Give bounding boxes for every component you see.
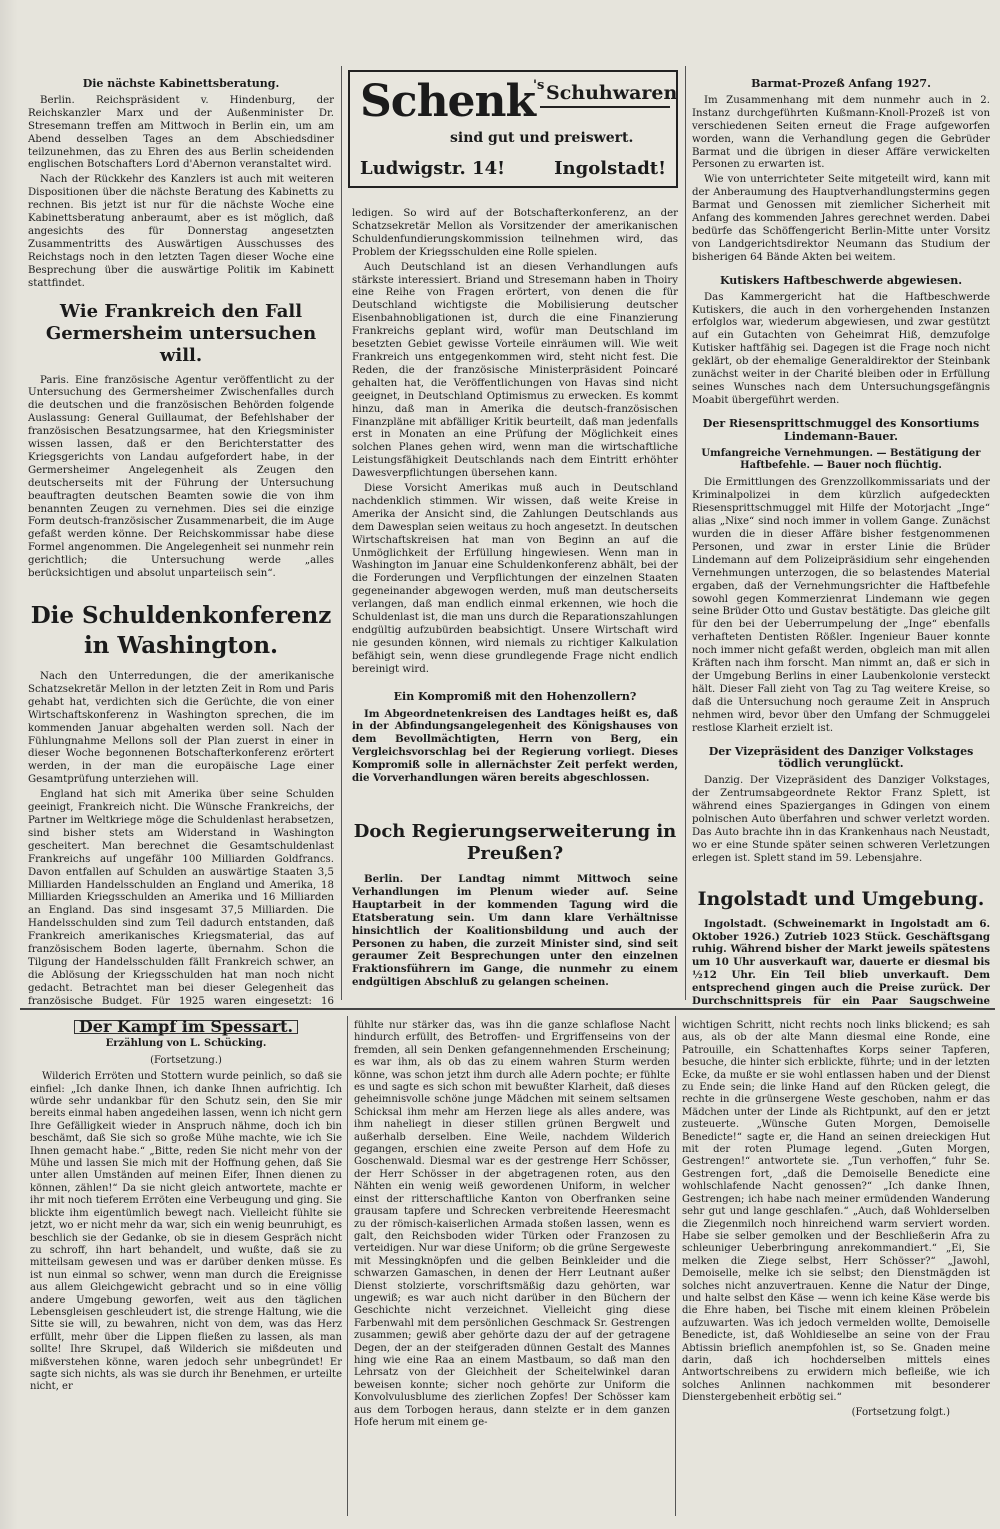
article-text: Paris. Eine französische Agentur veröffentlicht zu der Untersuchung des Germersheimer Zwischenfalles durch die deutschen und die französischen Behörden folgende Auslassung: General Guillaumat, der Befehlshaber der französischen Besatzungsarmee, hat den Kriegsminister wissen lassen, daß er den Berichterstatter des Kriegsgerichts von Landau aufgefordert habe, in der Germersheimer Angelegenheit als Zeugen den deutscherseits mit der Führung der Untersuchung beauftragten deutschen Beamten sowie die von ihm benannten Zeugen zu vernehmen. Dies sei die einzige Form deutsch-französischer Zusammenarbeit, die im Auge gefaßt werden könne. Der Reichskommissar habe diese Formel angenommen. Die Angelegenheit sei nunmehr rein gerichtlich; die Untersuchung werde „alles berücksichtigen und absolut unparteiisch sein“.	[28, 374, 334, 580]
headline-germersheim: Wie Frankreich den Fall Germersheim untersuchen will.	[45, 300, 317, 366]
ad-brand: Schenk	[360, 76, 536, 127]
serial-text: fühlte nur stärker das, was ihn die ganze schlaflose Nacht hindurch erfüllt, des Betroffen- und Ergriffenseins von der fremden, all sein Denken gefangennehmenden Erscheinung; es war ihm, als ob das zu einem wahren Sturm werden könne, was schon jetzt ihm durch alle Adern pochte; er fühlte es und sagte es sich schon mit bewußter Klarheit, daß dieses geheimnisvolle schöne junge Mädchen mit seinem seltsamen Schicksal ihm mehr am Herzen liege als alles andere, was ihm naheliegt in dieser stillen grünen Bergwelt und außerhalb derselben. Eine Weile, nachdem Wilderich gegangen, erschien eine zweite Person auf dem Hofe zu Goschenwald. Diesmal war es der gestrenge Herr Schösser, der Herr Schösser in der abgetragenen roten, aus den Nähten ein wenig weiß gewordenen Uniform, in welcher einst der ritterschaftliche Kanton von Oberfranken seine grausam tapfere und Schrecken verbreitende Heeresmacht zu der römisch-kaiserlichen Armada stoßen lassen, wenn es galt, den Reichsboden wider Türken oder Franzosen zu verteidigen. Nur war diese Uniform; ob die grüne Sergeweste mit Messingknöpfen und die gelben Beinkleider und die schwarzen Gamaschen, in denen der Herr Leutnant außer Dienst stolzierte, vorschriftsmäßig dazu gehörten, war ungewiß; es war auch nicht darüber in den Büchern der Geschichte nicht verzeichnet. Vielleicht ging diese Farbenwahl mit dem persönlichen Geschmack Sr. Gestrengen zusammen; gewiß aber gehörte dazu der auf der getragene Degen, der an der steifgeraden dünnen Gestalt des Mannes hing wie eine Raa an einem Mastbaum, so daß man den Lehrsatz von der Gleichheit der Scheitelwinkel daran beweisen konnte; sicher noch gehörte zur Uniform die Konvolvulusblume des zierlichen Zopfes! Der Schösser kam aus dem Torbogen heraus, dann stelzte er in dem ganzen Hofe herum mit einem ge-	[354, 1020, 670, 1428]
article-text: Danzig. Der Vizepräsident des Danziger Volkstages, der Zentrumsabgeordnete Rektor Franz Splett, ist während eines Spazierganges in Gdingen von einem polnischen Auto überfahren und schwer verletzt worden. Das Auto brachte ihn in das Krankenhaus nach Neustadt, wo er eine Stunde später seinen schweren Verletzungen erlegen ist. Splett stand im 59. Lebensjahre.	[692, 775, 990, 864]
serial-column-3	[682, 1020, 990, 1520]
headline-cabinet: Die nächste Kabinettsberatung.	[82, 77, 280, 90]
article-text: Im Abgeordnetenkreisen des Landtages heißt es, daß in der Abfindungsangelegenheit des Königshauses von dem Bevollmächtigten, Herrn von Berg, ein Vergleichsvorschlag bei der Regierung vorliegt. Dieses Kompromiß solle in allernächster Zeit perfekt werden, die Vorverhandlungen wären bereits abgeschlossen.	[352, 707, 678, 785]
headline-barmat: Barmat-Prozeß Anfang 1927.	[751, 77, 931, 90]
headline-kutisker: Kutiskers Haftbeschwerde abgewiesen.	[719, 273, 963, 287]
column-middle	[352, 208, 678, 998]
ad-rule	[540, 106, 670, 108]
serial-to-be-continued: (Fortsetzung folgt.)	[851, 1406, 950, 1418]
headline-danzig: Der Vizepräsident des Danziger Volkstages tödlich verunglückt.	[708, 744, 974, 771]
serial-author: Erzählung von L. Schücking.	[105, 1038, 267, 1050]
serial-column-1	[30, 1020, 342, 1520]
ad-city: Ingolstadt!	[554, 158, 666, 179]
column-right	[692, 76, 990, 1006]
serial-continuation: (Fortsetzung.)	[150, 1054, 222, 1066]
ad-address: Ludwigstr. 14!	[360, 158, 506, 179]
headline-hohenzollern: Ein Kompromiß mit den Hohenzollern?	[393, 689, 637, 703]
headline-prussia: Doch Regierungserweiterung in Preußen?	[353, 820, 677, 864]
serial-text: Wilderich Erröten und Stottern wurde peinlich, so daß sie einfiel: „Ich danke Ihnen, ich danke Ihnen aufrichtig. Ich würde sehr undankbar für den Schutz sein, den Sie mir bereits einmal haben angedeihen lassen, wenn ich nicht gern Ihre Gefälligkeit wieder in Anspruch nähme, doch ich bin beschämt, daß Sie sich so große Mühe machte, wie ich Sie Ihnen gemacht habe.“ „Bitte, reden Sie nicht mehr von der Mühe und lassen Sie mich mit der Hoffnung gehen, daß Sie unter allen Umständen auf meinen Eifer, Ihnen dienen zu können, zählen!“ Da sie nicht gleich antwortete, machte er ihr mit noch tieferem Erröten eine Verbeugung und ging. Sie blickte ihm eigentümlich bewegt nach. Vielleicht fühlte sie jetzt, wo er nicht mehr da war, sich ein wenig beunruhigt, es beschlich sie der Gedanke, ob sie in diesem Gespräch nicht zu schroff, ihn hart behandelt, und wußte, daß sie zu mitteilsam gewesen und was er darüber denken müsse. Es ist nun einmal so schwer, wenn man durch die Ereignisse aus allem Gleichgewicht gebracht und so in eine völlig andere Umgebung geworfen, weit aus den täglichen Lebensgleisen geschleudert ist, die strenge Haltung, wie die Sitte sie will, zu bewahren, nicht von dem, was das Herz erfüllt, mehr über die Lippen fließen zu lassen, als man sollte! Ihre Skrupel, daß Wilderich sie mißdeuten und mißverstehen könne, waren jedoch sehr unbegründet! Er sagte sich nichts, als was sie durch ihr Benehmen, er urteilte nicht, er	[30, 1071, 342, 1393]
column-rule	[347, 1016, 348, 1516]
article-text: Im Zusammenhang mit dem nunmehr auch in 2. Instanz durchgeführten Kußmann-Knoll-Prozeß ist von verschiedenen Seiten erneut die Frage aufgeworfen worden, wann die Verhandlung gegen die Gebrüder Barmat und die übrigen in dieser Affäre verwickelten Personen zu erwarten ist.	[692, 94, 990, 171]
article-text: Die Ermittlungen des Grenzzollkommissariats und der Kriminalpolizei in dem kürzlich aufgedeckten Riesensprittschmuggel mit Hilfe der Motorjacht „Inge“ alias „Nixe“ sind noch immer in vollem Gange. Zunächst wurden die in dieser Affäre bisher festgenommenen Personen, und zwar in erster Linie die Brüder Lindemann auf dem Polizeipräsidium sehr eingehenden Vernehmungen unterzogen, die so belastendes Material ergaben, daß der Vernehmungsrichter die Haftbefehle sowohl gegen Kommerzienrat Lindemann wie gegen seine Brüder Otto und Gustav bestätigte. Das gleiche gilt für den bei der Ueberrumpelung der „Inge“ ebenfalls verhafteten Dentisten Rößler. Ingenieur Bauer konnte noch immer nicht gefaßt werden, obgleich man mit allen Kräften nach ihm forscht. Man nimmt an, daß er sich in der Umgebung Berlins in einer Laubenkolonie versteckt hält. Dieser Fall zieht von Tag zu Tag weitere Kreise, so daß die Untersuchung noch geraume Zeit in Anspruch nehmen wird, bevor über den Umfang der Schmuggelei restlose Klarheit erzielt ist.	[692, 477, 990, 734]
serial-title: Der Kampf im Spessart.	[74, 1020, 298, 1034]
shoe-advertisement	[348, 70, 678, 188]
headline-debt-conference: Die Schuldenkonferenz in Washington.	[30, 602, 332, 659]
ad-slogan: sind gut und preiswert.	[450, 130, 634, 146]
article-text: ledigen. So wird auf der Botschafterkonferenz, an der Schatzsekretär Mellon als Vorsitzender der amerikanischen Schuldenfundierungskommission teilnehmen wird, das Problem der Kriegsschulden eine Rolle spielen.	[352, 208, 678, 258]
article-text: Ingolstadt. (Schweinemarkt in Ingolstadt am 6. Oktober 1926.) Zutrieb 1023 Stück. Geschäftsgang ruhig. Während bisher der Markt jeweils spätestens um 10 Uhr ausverkauft war, dauerte er diesmal bis ½12 Uhr. Ein Teil blieb unverkauft. Dem entsprechend gingen auch die Preise zurück. Der Durchschnittspreis für ein Paar Saugschweine	[692, 917, 990, 1006]
article-text: Wie von unterrichteter Seite mitgeteilt wird, kann mit der Anberaumung des Hauptverhandlungstermins gegen Barmat und Genossen mit ziemlicher Sicherheit mit Anfang des kommenden Jahres gerechnet werden. Dabei bedürfe das Schöffengericht Berlin-Mitte unter Vorsitz von Landgerichtsdirektor Neumann das Studium der bisherigen 64 Bände Akten bei weitem.	[692, 174, 990, 263]
ad-product: Schuhwaren	[546, 82, 678, 104]
ad-possessive: 's	[533, 78, 545, 93]
article-text: Berlin. Der Landtag nimmt Mittwoch seine Verhandlungen im Plenum wieder auf. Seine Hauptarbeit in der kommenden Tagung wird die Etatsberatung sein. Um dann klare Verhältnisse hinsichtlich der Koalitionsbildung und auch der Personen zu haben, die zurzeit Minister sind, sind seit geraumer Zeit Besprechungen unter den einzelnen Fraktionsführern im Gange, die nunmehr zu einem endgültigen Abschluß zu gelangen scheinen.	[352, 872, 678, 989]
column-rule	[675, 1016, 676, 1516]
article-text: Berlin. Reichspräsident v. Hindenburg, der Reichskanzler Marx und der Außenminister Dr. Stresemann treffen am Mittwoch in Berlin ein, um am Abend desselben Tages an dem Abschiedsdiner teilzunehmen, das zu Ehren des aus Berlin scheidenden englischen Botschafters Lord d'Abernon veranstaltet wird.	[28, 94, 334, 171]
article-text: Auch Deutschland ist an diesen Verhandlungen aufs stärkste interessiert. Briand und Stresemann haben in Thoiry eine Reihe von Fragen erörtert, von denen die für Deutschland wichtigste die Mobilisierung deutscher Eisenbahnobligationen ist, durch die eine Finanzierung Frankreichs geplant wird, wofür man Deutschland im besetzten Gebiet gewisse Vorteile einräumen will. Wie weit Frankreich uns entgegenkommen wird, steht nicht fest. Die Reden, die der französische Ministerpräsident Poincaré gehalten hat, die Veröffentlichungen von Havas sind nicht geeignet, in Deutschland Optimismus zu erwecken. Es kommt hinzu, daß man in Amerika die deutsch-französischen Finanzpläne mit abfälliger Kritik beurteilt, daß man jedenfalls erst in Monaten an eine Prüfung der Möglichkeit eines solchen Planes gehen wird, wenn man die wirtschaftliche Leistungsfähigkeit Deutschlands nach dem Eintritt erhöhter Dawesverpflichtungen übersehen kann.	[352, 261, 678, 480]
column-rule	[685, 66, 686, 1000]
article-text: Diese Vorsicht Amerikas muß auch in Deutschland nachdenklich stimmen. Wir wissen, daß weite Kreise in Amerika der Ansicht sind, die Zahlungen Deutschlands aus dem Dawesplan seien weitaus zu hoch angesetzt. In deutschen Wirtschaftskreisen hat man von Beginn an auf die Unmöglichkeit der Erfüllung hingewiesen. Wenn man in Washington im Januar eine Schuldenkonferenz abhält, bei der die Forderungen und Verpflichtungen der einzelnen Staaten gegeneinander abgewogen werden, muß man deutscherseits verlangen, daß man endlich einmal erkennen, wie hoch die Schuldenlast ist, die man uns durch die Reparationszahlungen endgültig aufzubürden beabsichtigt. Unsere Wirtschaft wird nie gesunden können, wird niemals zu richtiger Kalkulation befähigt sein, wenn diese grundlegende Frage nicht endlich bereinigt wird.	[352, 483, 678, 675]
column-left	[28, 76, 334, 1006]
headline-ingolstadt: Ingolstadt und Umgebung.	[697, 887, 985, 910]
serial-text: wichtigen Schritt, nicht rechts noch links blickend; es sah aus, als ob der alte Mann diesmal eine Ronde, eine Patrouille, ein Schattenhaftes Korps seiner Tapferen, besuche, die hinter sich erblickte, führte; und in der letzten Ecke, da mußte er sie wohl entlassen haben und der Dienst zu Ende sein; die linke Hand auf den Rücken gelegt, die rechte in die grünsergene Weste geschoben, nahm er das Mädchen unter der Linde als Richtpunkt, auf den er jetzt zusteuerte. „Wünsche Guten Morgen, Demoiselle Benedicte!“ sagte er, die Hand an seinen dreieckigen Hut mit der roten Plumage legend. „Guten Morgen, Gestrengen!“ antwortete sie. „Tun verhoffen,“ fuhr Se. Gestrengen fort, „daß die Demoiselle Benedicte eine wohlschlafende Nacht genossen?“ „Ich danke Ihnen, Gestrengen; ich habe nach meiner ermüdenden Wanderung sehr gut und lange geschlafen.“ „Auch, daß Wohlderselben die Ziegenmilch noch hinreichend warm serviert worden. Habe sie selber gemolken und der Beschließerin Afra zu schleuniger Ueberbringung anrekommandiert.“ „Ei, Sie melken die Ziege selbst, Herr Schösser?“ „Jawohl, Demoiselle, melke ich sie selbst; den Dienstmägden ist solches nicht anzuvertrauen. Kenne die Natur der Dinge, und halte selbst den Käse — wenn ich keine Käse werde bis die Ehre haben, bei Tische mit einem kleinen Pröbelein aufzuwarten. Was ich jedoch vermelden wollte, Demoiselle Benedicte, ist, daß Wohldieselbe an seine von der Frau Abtissin brieflich anempfohlen ist, so Se. Gnaden meine darin, daß ich hochderselben mittels eines Antwortschreibens zu erwidern mich befleiße, wie ich solches Anlinnen nachkommen mit besonderer Dienstergebenheit erbötig sei.“	[682, 1020, 990, 1404]
section-divider	[20, 1008, 995, 1010]
headline-smuggling: Der Riesensprittschmuggel des Konsortiums Lindemann-Bauer.	[702, 416, 980, 443]
subheadline-smuggling: Umfangreiche Vernehmungen. — Bestätigung der Haftbefehle. — Bauer noch flüchtig.	[701, 447, 981, 472]
article-text: Nach den Unterredungen, die der amerikanische Schatzsekretär Mellon in der letzten Zeit in Rom und Paris gehabt hat, verdichten sich die Gerüchte, die von einer Wirtschaftskonferenz in Washington sprechen, die im kommenden Januar abgehalten werden soll. Nach der Fühlungnahme Mellons soll der Plan zuerst in einer in dieser Woche begonnenen Botschafterkonferenz erörtert werden, in der man die europäische Lage einer Gesamtprüfung unterziehen will.	[28, 671, 334, 786]
article-text: England hat sich mit Amerika über seine Schulden geeinigt, Frankreich nicht. Die Wünsche Frankreichs, der Partner im Weltkriege möge die Schuldenlast herabsetzen, sind bisher stets am Widerstand in Washington gescheitert. Man berechnet die Gesamtschuldenlast Frankreichs auf ungefähr 100 Milliarden Goldfrancs. Davon entfallen auf Schulden an auswärtige Staaten 3,5 Milliarden Handelsschulden an England und Amerika, 18 Milliarden Kriegsschulden an Amerika und 16 Milliarden an England. Das sind insgesamt 37,5 Milliarden. Die Handelsschulden sind zum Teil dadurch entstanden, daß Frankreich amerikanisches Kriegsmaterial, das auf französischem Boden lagerte, übernahm. Schon die Tilgung der Handelsschulden fällt Frankreich schwer, an die Ablösung der Kriegsschulden hat man noch nicht gedacht. Betrachtet man bei dieser Gelegenheit das französische Budget. Für 1925 waren eingesetzt: 16	[28, 789, 334, 1006]
page-fold-shadow	[0, 0, 18, 1529]
article-text: Das Kammergericht hat die Haftbeschwerde Kutiskers, die auch in den vorhergehenden Instanzen erfolglos war, wiederum abgewiesen, und zwar gestützt auf ein Gutachten von Geheimrat Hiß, demzufolge Kutisker haftfähig sei. Dagegen ist die Frage noch nicht geklärt, ob der ehemalige Generaldirektor der Steinbank zunächst weiter in der Charité bleiben oder in Erfüllung seines Wunsches nach dem Untersuchungsgefängnis Moabit übergeführt werden.	[692, 291, 990, 406]
column-rule	[341, 66, 342, 1000]
serial-column-2	[354, 1020, 670, 1520]
article-text: Nach der Rückkehr des Kanzlers ist auch mit weiteren Dispositionen über die nächste Beratung des Kabinetts zu rechnen. Bis jetzt ist nur für die nächste Woche eine Kabinettsberatung anberaumt, aber es ist möglich, daß angesichts des für Donnerstag angesetzten Zusammentritts des Auswärtigen Ausschusses des Reichstags noch in den letzten Tagen dieser Woche eine Besprechung über die auswärtige Politik im Kabinett stattfindet.	[28, 174, 334, 289]
